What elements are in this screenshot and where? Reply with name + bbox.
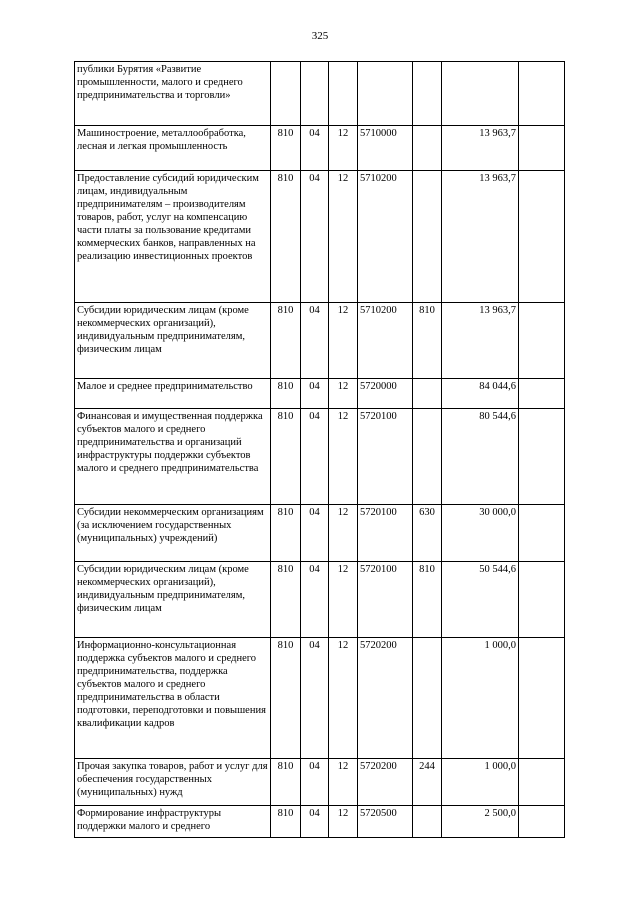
subsection-code: 12 (329, 126, 358, 171)
empty-cell (519, 638, 565, 759)
page-number: 325 (311, 30, 329, 42)
subsection-code: 12 (329, 562, 358, 638)
row-name: Финансовая и имущественная поддержка субъектов малого и среднего предпринимательства и организаций инфраструктуры поддержки субъектов малого и среднего предпринимательства (75, 409, 271, 505)
table-row (75, 303, 565, 379)
expense-type-code: 244 (413, 759, 442, 806)
section-code: 04 (301, 303, 329, 379)
expense-type-code: 810 (413, 303, 442, 379)
expense-type-code (413, 806, 442, 838)
amount: 13 963,7 (442, 126, 519, 171)
table-row (75, 806, 565, 838)
section-code: 04 (301, 562, 329, 638)
ministry-code: 810 (271, 638, 301, 759)
amount (442, 62, 519, 126)
ministry-code: 810 (271, 126, 301, 171)
subsection-code: 12 (329, 379, 358, 409)
budget-table (74, 61, 565, 838)
row-name: Прочая закупка товаров, работ и услуг для обеспечения государственных (муниципальных) нужд (75, 759, 271, 806)
empty-cell (519, 409, 565, 505)
empty-cell (519, 126, 565, 171)
ministry-code: 810 (271, 409, 301, 505)
empty-cell (519, 562, 565, 638)
amount: 80 544,6 (442, 409, 519, 505)
target-article-code: 5720000 (358, 379, 413, 409)
amount: 1 000,0 (442, 638, 519, 759)
row-name: Формирование инфраструктуры поддержки малого и среднего (75, 806, 271, 838)
row-name: Субсидии юридическим лицам (кроме некоммерческих организаций), индивидуальным предпринимателям, физическим лицам (75, 303, 271, 379)
row-name: Предоставление субсидий юридическим лицам, индивидуальным предпринимателям – производителям товаров, работ, услуг на компенсацию части платы за пользование кредитами коммерческих банков, направленных на реализацию инвестиционных проектов (75, 171, 271, 303)
expense-type-code: 630 (413, 505, 442, 562)
ministry-code: 810 (271, 171, 301, 303)
subsection-code: 12 (329, 303, 358, 379)
expense-type-code (413, 409, 442, 505)
row-name: Информационно-консультационная поддержка субъектов малого и среднего предпринимательства, поддержка субъектов малого и среднего предпринимательства в области подготовки, переподготовки и повышения квалификации кадров (75, 638, 271, 759)
amount: 50 544,6 (442, 562, 519, 638)
empty-cell (519, 62, 565, 126)
amount: 13 963,7 (442, 171, 519, 303)
empty-cell (519, 303, 565, 379)
table-row (75, 759, 565, 806)
target-article-code: 5710200 (358, 303, 413, 379)
target-article-code (358, 62, 413, 126)
section-code: 04 (301, 806, 329, 838)
section-code: 04 (301, 638, 329, 759)
target-article-code: 5720200 (358, 638, 413, 759)
table-row (75, 126, 565, 171)
subsection-code: 12 (329, 409, 358, 505)
table-row (75, 171, 565, 303)
section-code (301, 62, 329, 126)
amount: 2 500,0 (442, 806, 519, 838)
section-code: 04 (301, 379, 329, 409)
table-row (75, 62, 565, 126)
table-row (75, 505, 565, 562)
table-row (75, 562, 565, 638)
expense-type-code (413, 126, 442, 171)
ministry-code (271, 62, 301, 126)
target-article-code: 5720100 (358, 562, 413, 638)
empty-cell (519, 806, 565, 838)
target-article-code: 5710000 (358, 126, 413, 171)
row-name: Субсидии некоммерческим организациям (за исключением государственных (муниципальных) учреждений) (75, 505, 271, 562)
amount: 1 000,0 (442, 759, 519, 806)
subsection-code: 12 (329, 638, 358, 759)
subsection-code: 12 (329, 505, 358, 562)
ministry-code: 810 (271, 759, 301, 806)
target-article-code: 5710200 (358, 171, 413, 303)
empty-cell (519, 379, 565, 409)
amount: 13 963,7 (442, 303, 519, 379)
target-article-code: 5720500 (358, 806, 413, 838)
row-name: Малое и среднее предпринимательство (75, 379, 271, 409)
expense-type-code (413, 638, 442, 759)
section-code: 04 (301, 171, 329, 303)
expense-type-code (413, 62, 442, 126)
row-name: Машиностроение, металлообработка, лесная и легкая промышленность (75, 126, 271, 171)
target-article-code: 5720100 (358, 505, 413, 562)
section-code: 04 (301, 759, 329, 806)
ministry-code: 810 (271, 379, 301, 409)
row-name: Субсидии юридическим лицам (кроме некоммерческих организаций), индивидуальным предпринимателям, физическим лицам (75, 562, 271, 638)
subsection-code (329, 62, 358, 126)
amount: 84 044,6 (442, 379, 519, 409)
table-row (75, 379, 565, 409)
expense-type-code: 810 (413, 562, 442, 638)
ministry-code: 810 (271, 806, 301, 838)
empty-cell (519, 759, 565, 806)
section-code: 04 (301, 126, 329, 171)
row-name: публики Бурятия «Развитие промышленности, малого и среднего предпринимательства и торговли» (75, 62, 271, 126)
subsection-code: 12 (329, 171, 358, 303)
subsection-code: 12 (329, 759, 358, 806)
section-code: 04 (301, 409, 329, 505)
ministry-code: 810 (271, 562, 301, 638)
subsection-code: 12 (329, 806, 358, 838)
expense-type-code (413, 171, 442, 303)
table-row (75, 638, 565, 759)
ministry-code: 810 (271, 505, 301, 562)
amount: 30 000,0 (442, 505, 519, 562)
target-article-code: 5720100 (358, 409, 413, 505)
ministry-code: 810 (271, 303, 301, 379)
target-article-code: 5720200 (358, 759, 413, 806)
expense-type-code (413, 379, 442, 409)
empty-cell (519, 171, 565, 303)
section-code: 04 (301, 505, 329, 562)
empty-cell (519, 505, 565, 562)
table-row (75, 409, 565, 505)
